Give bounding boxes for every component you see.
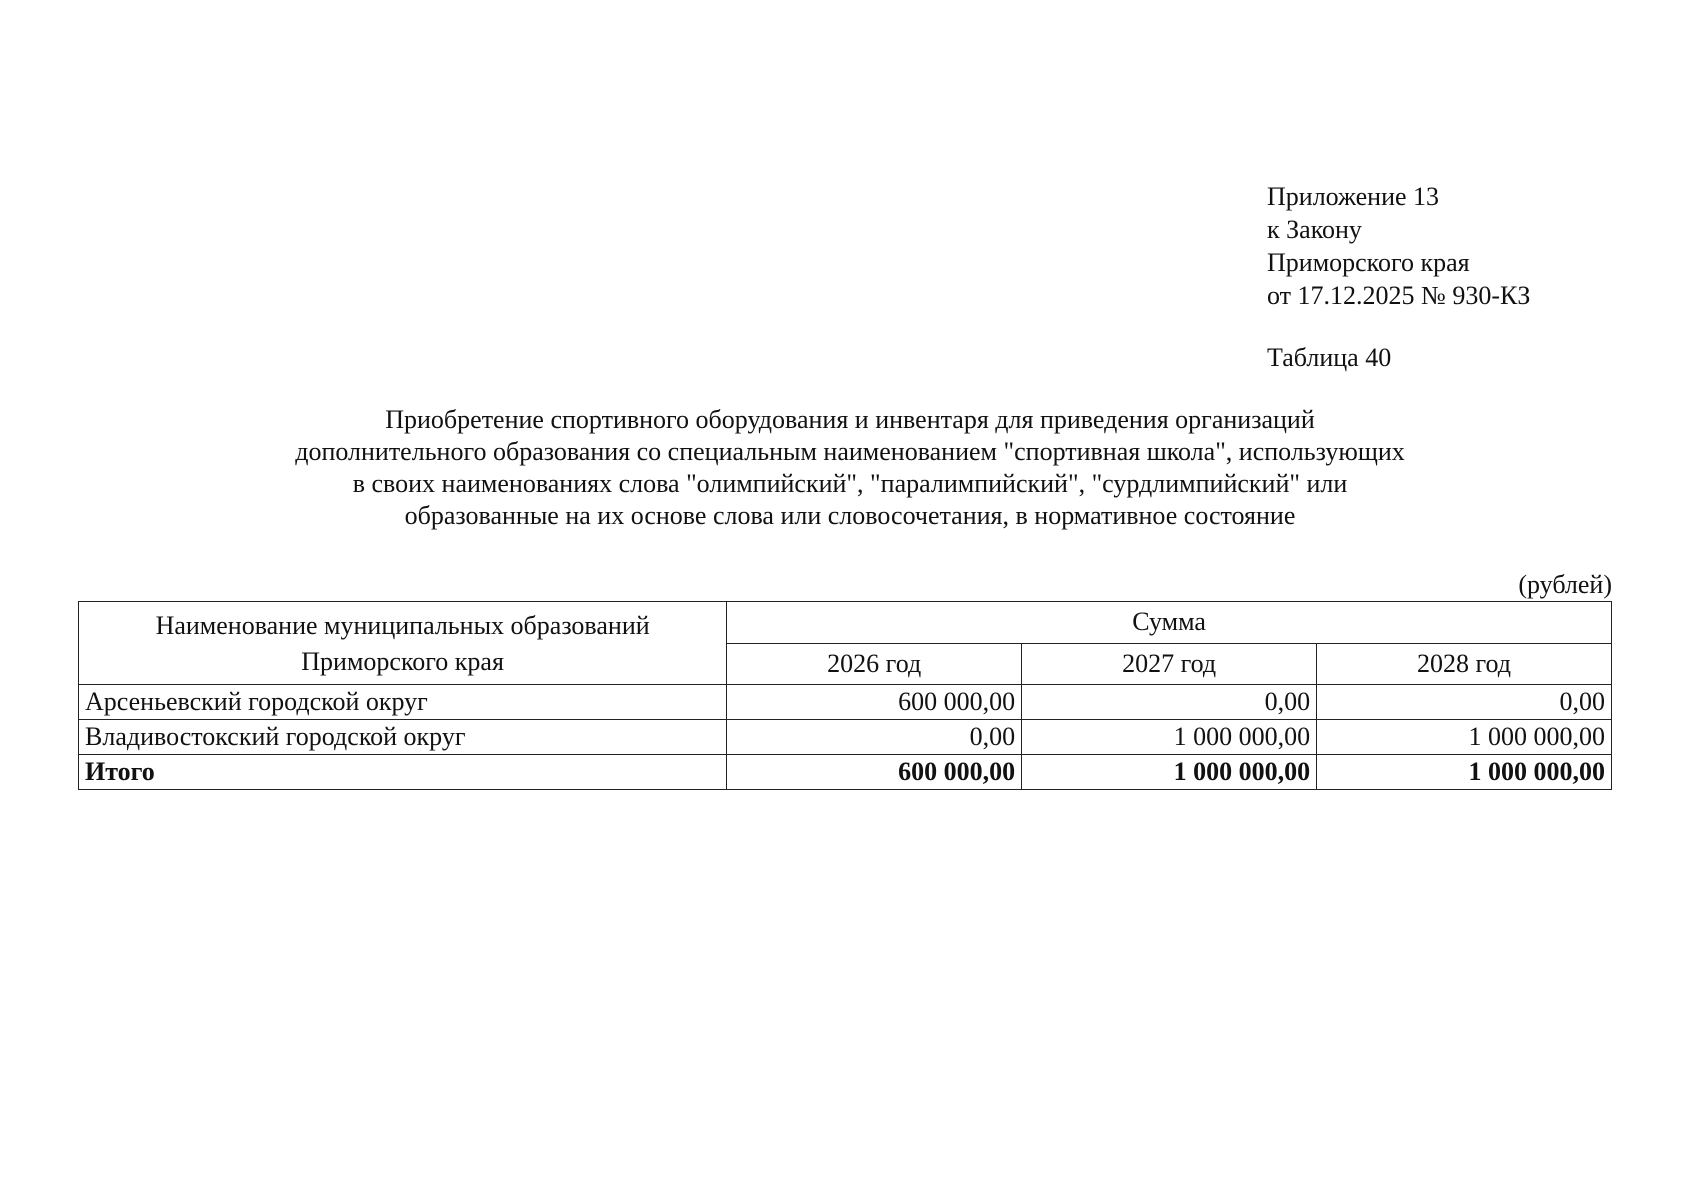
title-line: образованные на их основе слова или словосочетания, в нормативное состояние (404, 501, 1296, 530)
amount-2028: 1 000 000,00 (1317, 720, 1612, 755)
table-header-row (79, 602, 1612, 644)
header-year-2028: 2028 год (1317, 643, 1612, 685)
amount-2027: 1 000 000,00 (1022, 720, 1317, 755)
total-2028: 1 000 000,00 (1317, 755, 1612, 790)
appendix-region: Приморского края (1267, 248, 1470, 277)
table-total-row (79, 755, 1612, 790)
amount-2026: 0,00 (727, 720, 1022, 755)
total-2026: 600 000,00 (727, 755, 1022, 790)
header-sum: Сумма (727, 602, 1612, 644)
table-number: Таблица 40 (1267, 343, 1392, 372)
appendix-reference (1267, 180, 1530, 312)
appendix-law: к Закону (1267, 215, 1362, 244)
appendix-number: Приложение 13 (1267, 182, 1440, 211)
total-label: Итого (79, 755, 727, 790)
header-year-2027: 2027 год (1022, 643, 1317, 685)
table-row (79, 685, 1612, 720)
title-line: в своих наименованиях слова "олимпийский", "паралимпийский", "сурдлимпийский" или (352, 469, 1348, 498)
amount-2026: 600 000,00 (727, 685, 1022, 720)
municipality-name: Арсеньевский городской округ (79, 685, 727, 720)
amount-2028: 0,00 (1317, 685, 1612, 720)
table-row (79, 720, 1612, 755)
budget-table (78, 601, 1612, 790)
header-year-2026: 2026 год (727, 643, 1022, 685)
amount-2027: 0,00 (1022, 685, 1317, 720)
title-line: Приобретение спортивного оборудования и инвентаря для приведения организаций (385, 405, 1315, 434)
total-2027: 1 000 000,00 (1022, 755, 1317, 790)
appendix-date: от 17.12.2025 № 930-КЗ (1267, 281, 1531, 310)
header-municipality: Наименование муниципальных образований Приморского края (79, 602, 727, 685)
units-label: (рублей) (1518, 570, 1612, 599)
title-line: дополнительного образования со специальным наименованием "спортивная школа", использующих (295, 437, 1405, 466)
document-title (200, 404, 1500, 532)
municipality-name: Владивостокский городской округ (79, 720, 727, 755)
